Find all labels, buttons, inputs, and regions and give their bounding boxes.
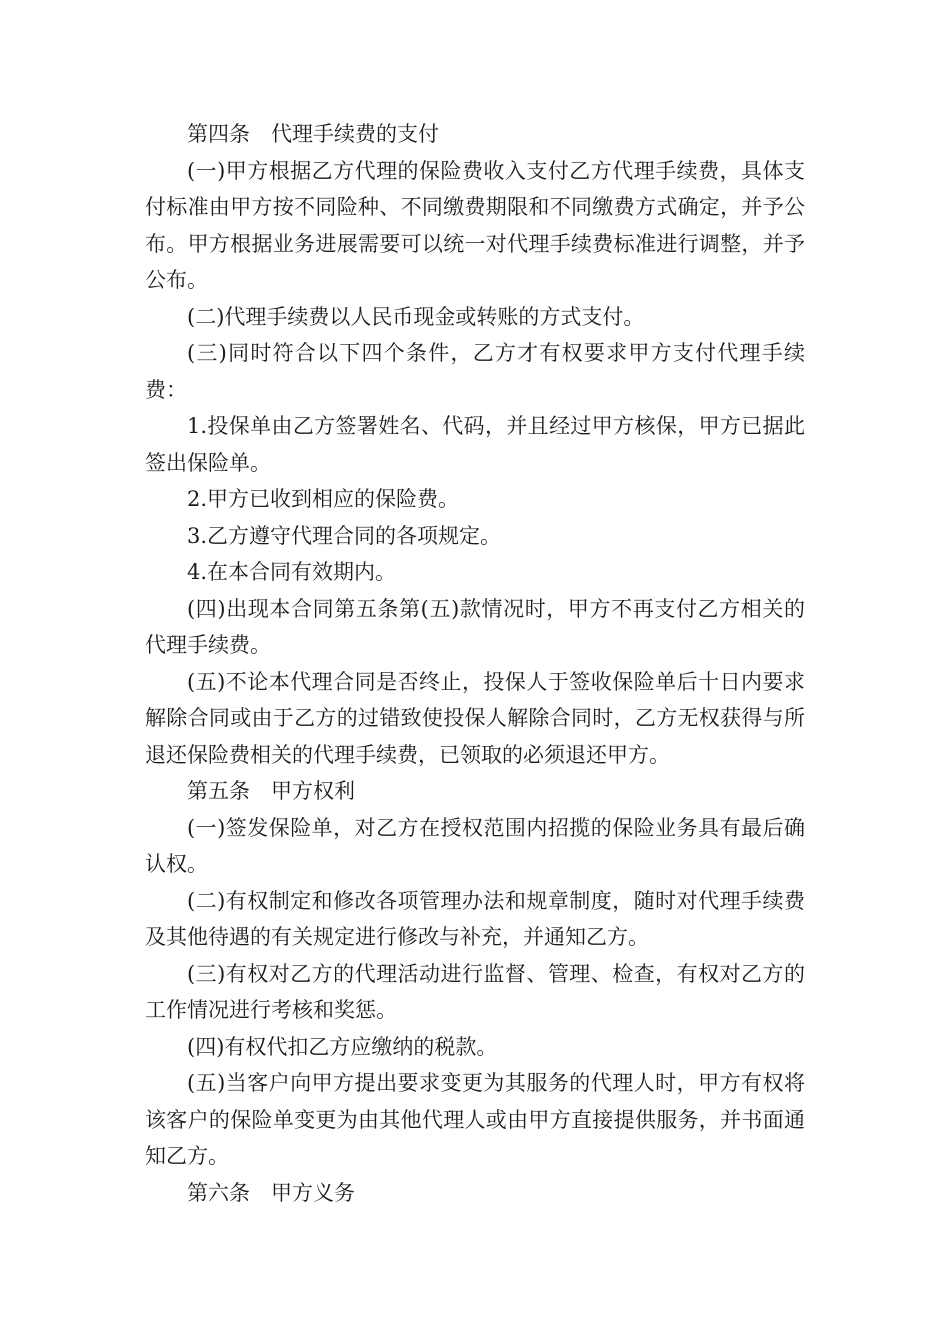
condition-item-1: 1.投保单由乙方签署姓名、代码，并且经过甲方核保，甲方已据此签出保险单。 — [145, 414, 805, 475]
article-4-clause-4: (四)出现本合同第五条第(五)款情况时，甲方不再支付乙方相关的代理手续费。 — [145, 596, 805, 657]
condition-item-4: 4.在本合同有效期内。 — [187, 560, 397, 584]
article-4-clause-2: (二)代理手续费以人民币现金或转账的方式支付。 — [187, 304, 645, 329]
condition-item-2: 2.甲方已收到相应的保险费。 — [187, 487, 460, 511]
article-5-clause-2: (二)有权制定和修改各项管理办法和规章制度，随时对代理手续费及其他待遇的有关规定进行修改与补充，并通知乙方。 — [145, 888, 805, 949]
article-6-heading: 第六条 甲方义务 — [187, 1180, 355, 1205]
document-body — [145, 116, 805, 1211]
article-4-clause-1: (一)甲方根据乙方代理的保险费收入支付乙方代理手续费，具体支付标准由甲方按不同险种、不同缴费期限和不同缴费方式确定，并予公布。甲方根据业务进展需要可以统一对代理手续费标准进行调整，并予公布。 — [145, 158, 805, 292]
article-5-clause-1: (一)签发保险单，对乙方在授权范围内招揽的保险业务具有最后确认权。 — [145, 815, 805, 876]
article-4-heading: 第四条 代理手续费的支付 — [187, 122, 439, 146]
article-5-clause-3: (三)有权对乙方的代理活动进行监督、管理、检查，有权对乙方的工作情况进行考核和奖惩。 — [145, 961, 805, 1022]
article-5-heading: 第五条 甲方权利 — [187, 779, 355, 803]
article-5-clause-5: (五)当客户向甲方提出要求变更为其服务的代理人时，甲方有权将该客户的保险单变更为由其他代理人或由甲方直接提供服务，并书面通知乙方。 — [145, 1071, 805, 1168]
article-4-clause-5: (五)不论本代理合同是否终止，投保人于签收保险单后十日内要求解除合同或由于乙方的过错致使投保人解除合同时，乙方无权获得与所退还保险费相关的代理手续费，已领取的必须退还甲方。 — [145, 669, 805, 767]
condition-item-3: 3.乙方遵守代理合同的各项规定。 — [187, 523, 502, 548]
article-4-clause-3: (三)同时符合以下四个条件，乙方才有权要求甲方支付代理手续费： — [145, 341, 805, 402]
article-5-clause-4: (四)有权代扣乙方应缴纳的税款。 — [187, 1034, 498, 1059]
